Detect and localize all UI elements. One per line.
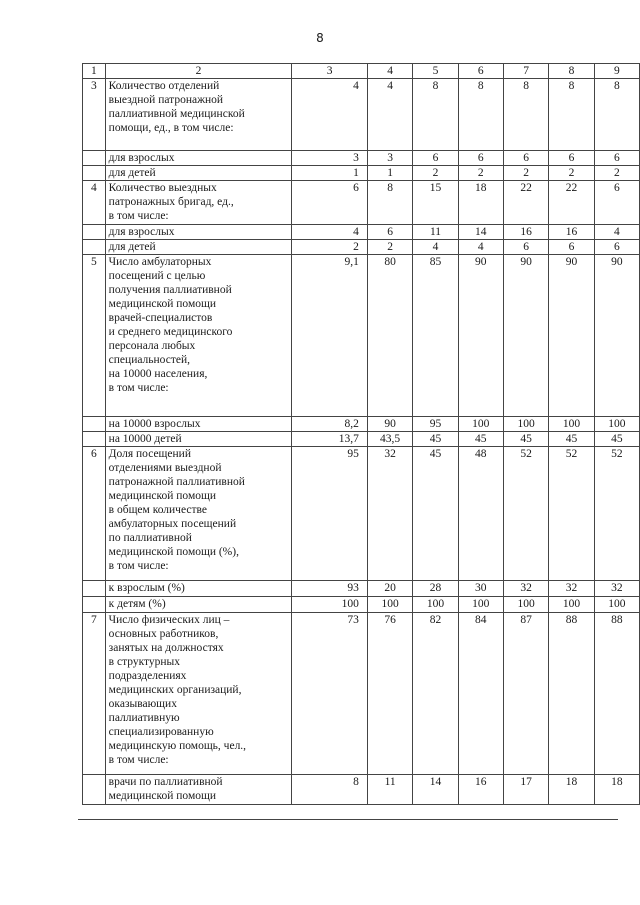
indicator-line: в том числе: — [108, 210, 169, 222]
table-row — [83, 613, 640, 775]
value-cell: 6 — [594, 240, 639, 255]
indicator-line: для взрослых — [108, 226, 175, 238]
indicator-line: специальностей, — [108, 354, 190, 366]
value-cell: 17 — [503, 775, 548, 805]
table-row — [83, 432, 640, 447]
value-cell: 6 — [594, 151, 639, 166]
indicator-line: Число физических лиц – — [108, 614, 230, 626]
value-cell: 13,7 — [292, 432, 368, 447]
table-row — [83, 240, 640, 255]
value-cell: 100 — [413, 597, 458, 613]
indicator-name — [105, 447, 292, 581]
value-cell: 11 — [367, 775, 412, 805]
value-cell: 6 — [413, 151, 458, 166]
value-cell: 2 — [292, 240, 368, 255]
value-cell: 90 — [594, 255, 639, 417]
indicator-name — [105, 240, 292, 255]
indicator-line: персонала любых — [108, 340, 196, 352]
page-number: 8 — [316, 31, 324, 45]
value-cell: 48 — [458, 447, 503, 581]
indicators-table — [82, 63, 640, 805]
table-row — [83, 151, 640, 166]
value-cell: 4 — [292, 225, 368, 240]
value-cell: 45 — [594, 432, 639, 447]
table-row — [83, 447, 640, 581]
indicator-line: по паллиативной — [108, 532, 192, 544]
indicator-name — [105, 775, 292, 805]
indicator-name — [105, 417, 292, 432]
value-cell: 6 — [503, 151, 548, 166]
value-cell: 9,1 — [292, 255, 368, 417]
column-header: 9 — [594, 64, 639, 79]
indicator-line: медицинской помощи — [108, 298, 216, 310]
value-cell: 2 — [413, 166, 458, 181]
value-cell: 8,2 — [292, 417, 368, 432]
value-cell: 45 — [503, 432, 548, 447]
indicator-line: посещений с целью — [108, 270, 206, 282]
row-number — [83, 432, 106, 447]
indicator-line: на 10000 населения, — [108, 368, 208, 380]
indicator-name — [105, 581, 292, 597]
value-cell: 2 — [503, 166, 548, 181]
indicator-line: на 10000 детей — [108, 433, 182, 445]
indicator-line: отделениями выездной — [108, 462, 222, 474]
table-row — [83, 581, 640, 597]
indicator-line: медицинской помощи (%), — [108, 546, 239, 558]
value-cell: 73 — [292, 613, 368, 775]
indicator-line: медицинских организаций, — [108, 684, 242, 696]
value-cell: 100 — [594, 597, 639, 613]
value-cell: 15 — [413, 181, 458, 225]
value-cell: 100 — [549, 597, 594, 613]
value-cell: 45 — [413, 432, 458, 447]
value-cell: 90 — [367, 417, 412, 432]
indicator-line: выездной патронажной — [108, 94, 224, 106]
value-cell: 6 — [594, 181, 639, 225]
table-row — [83, 417, 640, 432]
value-cell: 84 — [458, 613, 503, 775]
value-cell: 76 — [367, 613, 412, 775]
value-cell: 14 — [413, 775, 458, 805]
value-cell: 6 — [549, 240, 594, 255]
indicator-line: медицинской помощи — [108, 790, 216, 802]
value-cell: 8 — [549, 79, 594, 151]
value-cell: 22 — [549, 181, 594, 225]
value-cell: 90 — [503, 255, 548, 417]
value-cell: 4 — [594, 225, 639, 240]
row-number — [83, 166, 106, 181]
indicator-line: медицинской помощи — [108, 490, 216, 502]
value-cell: 8 — [503, 79, 548, 151]
value-cell: 20 — [367, 581, 412, 597]
value-cell: 95 — [292, 447, 368, 581]
value-cell: 18 — [594, 775, 639, 805]
value-cell: 45 — [549, 432, 594, 447]
indicator-line: амбулаторных посещений — [108, 518, 237, 530]
value-cell: 88 — [549, 613, 594, 775]
row-number — [83, 240, 106, 255]
footer-rule — [78, 819, 618, 820]
value-cell: 4 — [458, 240, 503, 255]
value-cell: 100 — [549, 417, 594, 432]
indicator-line: Доля посещений — [108, 448, 191, 460]
table-body — [83, 79, 640, 805]
row-number: 7 — [83, 613, 106, 775]
value-cell: 52 — [594, 447, 639, 581]
value-cell: 82 — [413, 613, 458, 775]
indicator-line: патронажных бригад, ед., — [108, 196, 234, 208]
indicator-line: паллиативной медицинской — [108, 108, 245, 120]
value-cell: 100 — [503, 597, 548, 613]
value-cell: 45 — [413, 447, 458, 581]
value-cell: 90 — [549, 255, 594, 417]
table-row — [83, 225, 640, 240]
indicator-line: помощи, ед., в том числе: — [108, 122, 234, 134]
value-cell: 32 — [367, 447, 412, 581]
value-cell: 1 — [367, 166, 412, 181]
indicator-line: Число амбулаторных — [108, 256, 212, 268]
value-cell: 11 — [413, 225, 458, 240]
value-cell: 22 — [503, 181, 548, 225]
indicator-line: занятых на должностях — [108, 642, 224, 654]
indicator-line: врачей-специалистов — [108, 312, 213, 324]
value-cell: 18 — [549, 775, 594, 805]
table-row — [83, 775, 640, 805]
value-cell: 45 — [458, 432, 503, 447]
indicator-name — [105, 79, 292, 151]
value-cell: 8 — [594, 79, 639, 151]
table-row — [83, 597, 640, 613]
indicator-line: получения паллиативной — [108, 284, 232, 296]
table-header-row — [83, 64, 640, 79]
row-number: 5 — [83, 255, 106, 417]
value-cell: 8 — [458, 79, 503, 151]
row-number: 3 — [83, 79, 106, 151]
value-cell: 6 — [503, 240, 548, 255]
column-header: 4 — [367, 64, 412, 79]
value-cell: 95 — [413, 417, 458, 432]
value-cell: 28 — [413, 581, 458, 597]
value-cell: 52 — [503, 447, 548, 581]
value-cell: 4 — [413, 240, 458, 255]
indicator-line: для детей — [108, 241, 156, 253]
value-cell: 2 — [594, 166, 639, 181]
value-cell: 3 — [292, 151, 368, 166]
indicator-line: в том числе: — [108, 382, 169, 394]
row-number — [83, 225, 106, 240]
column-header: 3 — [292, 64, 368, 79]
column-header: 2 — [105, 64, 292, 79]
value-cell: 2 — [458, 166, 503, 181]
value-cell: 100 — [594, 417, 639, 432]
indicator-line: в общем количестве — [108, 504, 207, 516]
value-cell: 6 — [458, 151, 503, 166]
indicator-line: и среднего медицинского — [108, 326, 233, 338]
row-number — [83, 597, 106, 613]
value-cell: 100 — [458, 597, 503, 613]
row-number: 6 — [83, 447, 106, 581]
indicator-line: к взрослым (%) — [108, 582, 185, 594]
value-cell: 6 — [549, 151, 594, 166]
row-number — [83, 151, 106, 166]
value-cell: 32 — [594, 581, 639, 597]
value-cell: 2 — [549, 166, 594, 181]
value-cell: 93 — [292, 581, 368, 597]
column-header: 1 — [83, 64, 106, 79]
value-cell: 4 — [367, 79, 412, 151]
indicator-line: в том числе: — [108, 560, 169, 572]
indicator-name — [105, 166, 292, 181]
indicator-line: для взрослых — [108, 152, 175, 164]
table-row — [83, 166, 640, 181]
indicator-line: медицинскую помощь, чел., — [108, 740, 247, 752]
indicator-line: для детей — [108, 167, 156, 179]
indicator-name — [105, 597, 292, 613]
indicator-line: основных работников, — [108, 628, 219, 640]
indicator-line: в структурных — [108, 656, 181, 668]
row-number — [83, 581, 106, 597]
value-cell: 87 — [503, 613, 548, 775]
indicator-name — [105, 432, 292, 447]
value-cell: 6 — [292, 181, 368, 225]
value-cell: 90 — [458, 255, 503, 417]
value-cell: 80 — [367, 255, 412, 417]
value-cell: 16 — [458, 775, 503, 805]
value-cell: 52 — [549, 447, 594, 581]
value-cell: 100 — [367, 597, 412, 613]
indicator-name — [105, 181, 292, 225]
table-row — [83, 255, 640, 417]
indicator-line: к детям (%) — [108, 598, 166, 610]
indicator-name — [105, 225, 292, 240]
indicator-name — [105, 151, 292, 166]
value-cell: 88 — [594, 613, 639, 775]
value-cell: 100 — [458, 417, 503, 432]
value-cell: 100 — [292, 597, 368, 613]
value-cell: 3 — [367, 151, 412, 166]
row-number — [83, 775, 106, 805]
indicator-line: паллиативную — [108, 712, 180, 724]
row-number — [83, 417, 106, 432]
indicator-line: в том числе: — [108, 754, 169, 766]
indicator-line: патронажной паллиативной — [108, 476, 245, 488]
indicator-line: подразделениях — [108, 670, 187, 682]
value-cell: 8 — [367, 181, 412, 225]
value-cell: 8 — [413, 79, 458, 151]
value-cell: 100 — [503, 417, 548, 432]
value-cell: 6 — [367, 225, 412, 240]
indicator-name — [105, 613, 292, 775]
value-cell: 18 — [458, 181, 503, 225]
indicator-line: специализированную — [108, 726, 214, 738]
value-cell: 14 — [458, 225, 503, 240]
value-cell: 43,5 — [367, 432, 412, 447]
table-row — [83, 181, 640, 225]
value-cell: 16 — [503, 225, 548, 240]
indicator-line: врачи по паллиативной — [108, 776, 223, 788]
value-cell: 32 — [503, 581, 548, 597]
value-cell: 32 — [549, 581, 594, 597]
indicator-name — [105, 255, 292, 417]
indicator-line: на 10000 взрослых — [108, 418, 201, 430]
value-cell: 2 — [367, 240, 412, 255]
column-header: 7 — [503, 64, 548, 79]
indicator-line: Количество отделений — [108, 80, 220, 92]
value-cell: 30 — [458, 581, 503, 597]
indicator-line: Количество выездных — [108, 182, 217, 194]
value-cell: 4 — [292, 79, 368, 151]
row-number: 4 — [83, 181, 106, 225]
table-row — [83, 79, 640, 151]
indicator-line: оказывающих — [108, 698, 177, 710]
column-header: 5 — [413, 64, 458, 79]
value-cell: 16 — [549, 225, 594, 240]
column-header: 6 — [458, 64, 503, 79]
value-cell: 1 — [292, 166, 368, 181]
value-cell: 85 — [413, 255, 458, 417]
column-header: 8 — [549, 64, 594, 79]
value-cell: 8 — [292, 775, 368, 805]
